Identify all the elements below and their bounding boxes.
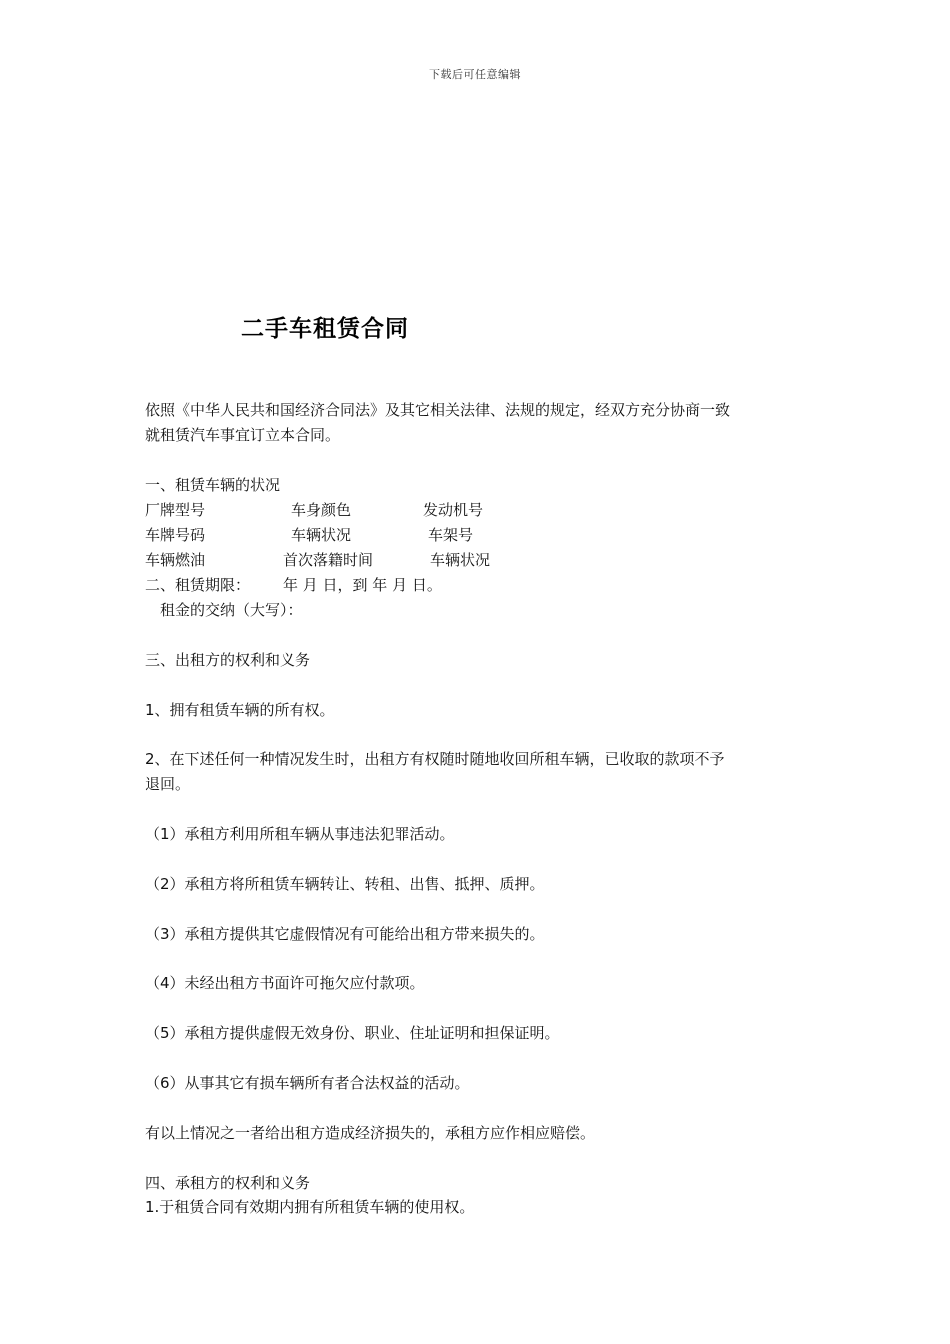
rent-payment-line: 租金的交纳（大写）： (160, 601, 303, 619)
section-3-item-2-line-2: 退回。 (145, 775, 191, 793)
field-label-first-registration: 首次落籍时间 (283, 551, 374, 569)
field-label-body-color: 车身颜色 (291, 501, 352, 519)
section-3-heading: 三、出租方的权利和义务 (145, 651, 311, 669)
field-label-brand-model: 厂牌型号 (145, 501, 206, 519)
list-item: （6）从事其它有损车辆所有者合法权益的活动。 (145, 1074, 470, 1092)
list-item: （1）承租方利用所租车辆从事违法犯罪活动。 (145, 825, 455, 843)
field-label-engine-number: 发动机号 (423, 501, 484, 519)
document-title: 二手车租赁合同 (241, 316, 409, 342)
section-3-summary: 有以上情况之一者给出租方造成经济损失的，承租方应作相应赔偿。 (145, 1124, 596, 1142)
field-label-frame-number: 车架号 (428, 526, 474, 544)
section-4-item-1: 1.于租赁合同有效期内拥有所租赁车辆的使用权。 (145, 1198, 475, 1216)
intro-line-1: 依照《中华人民共和国经济合同法》及其它相关法律、法规的规定，经双方充分协商一致 (145, 401, 731, 419)
list-item: （4）未经出租方书面许可拖欠应付款项。 (145, 974, 425, 992)
field-label-fuel: 车辆燃油 (145, 551, 206, 569)
intro-line-2: 就租赁汽车事宜订立本合同。 (145, 426, 341, 444)
field-label-plate-number: 车牌号码 (145, 526, 206, 544)
list-item: （5）承租方提供虚假无效身份、职业、住址证明和担保证明。 (145, 1024, 560, 1042)
section-3-item-1: 1、拥有租赁车辆的所有权。 (145, 701, 335, 719)
section-1-heading: 一、租赁车辆的状况 (145, 476, 281, 494)
list-item: （2）承租方将所租赁车辆转让、转租、出售、抵押、质押。 (145, 875, 545, 893)
list-item: （3）承租方提供其它虚假情况有可能给出租方带来损失的。 (145, 925, 545, 943)
lease-period: 年 月 日，到 年 月 日。 (283, 576, 442, 594)
section-2-heading: 二、租赁期限： (145, 576, 251, 594)
section-3-item-2-line-1: 2、在下述任何一种情况发生时，出租方有权随时随地收回所租车辆，已收取的款项不予 (145, 750, 725, 768)
section-4-heading: 四、承租方的权利和义务 (145, 1174, 311, 1192)
header-note: 下载后可任意编辑 (429, 68, 521, 81)
field-label-vehicle-condition: 车辆状况 (291, 526, 352, 544)
field-label-vehicle-condition-2: 车辆状况 (430, 551, 491, 569)
